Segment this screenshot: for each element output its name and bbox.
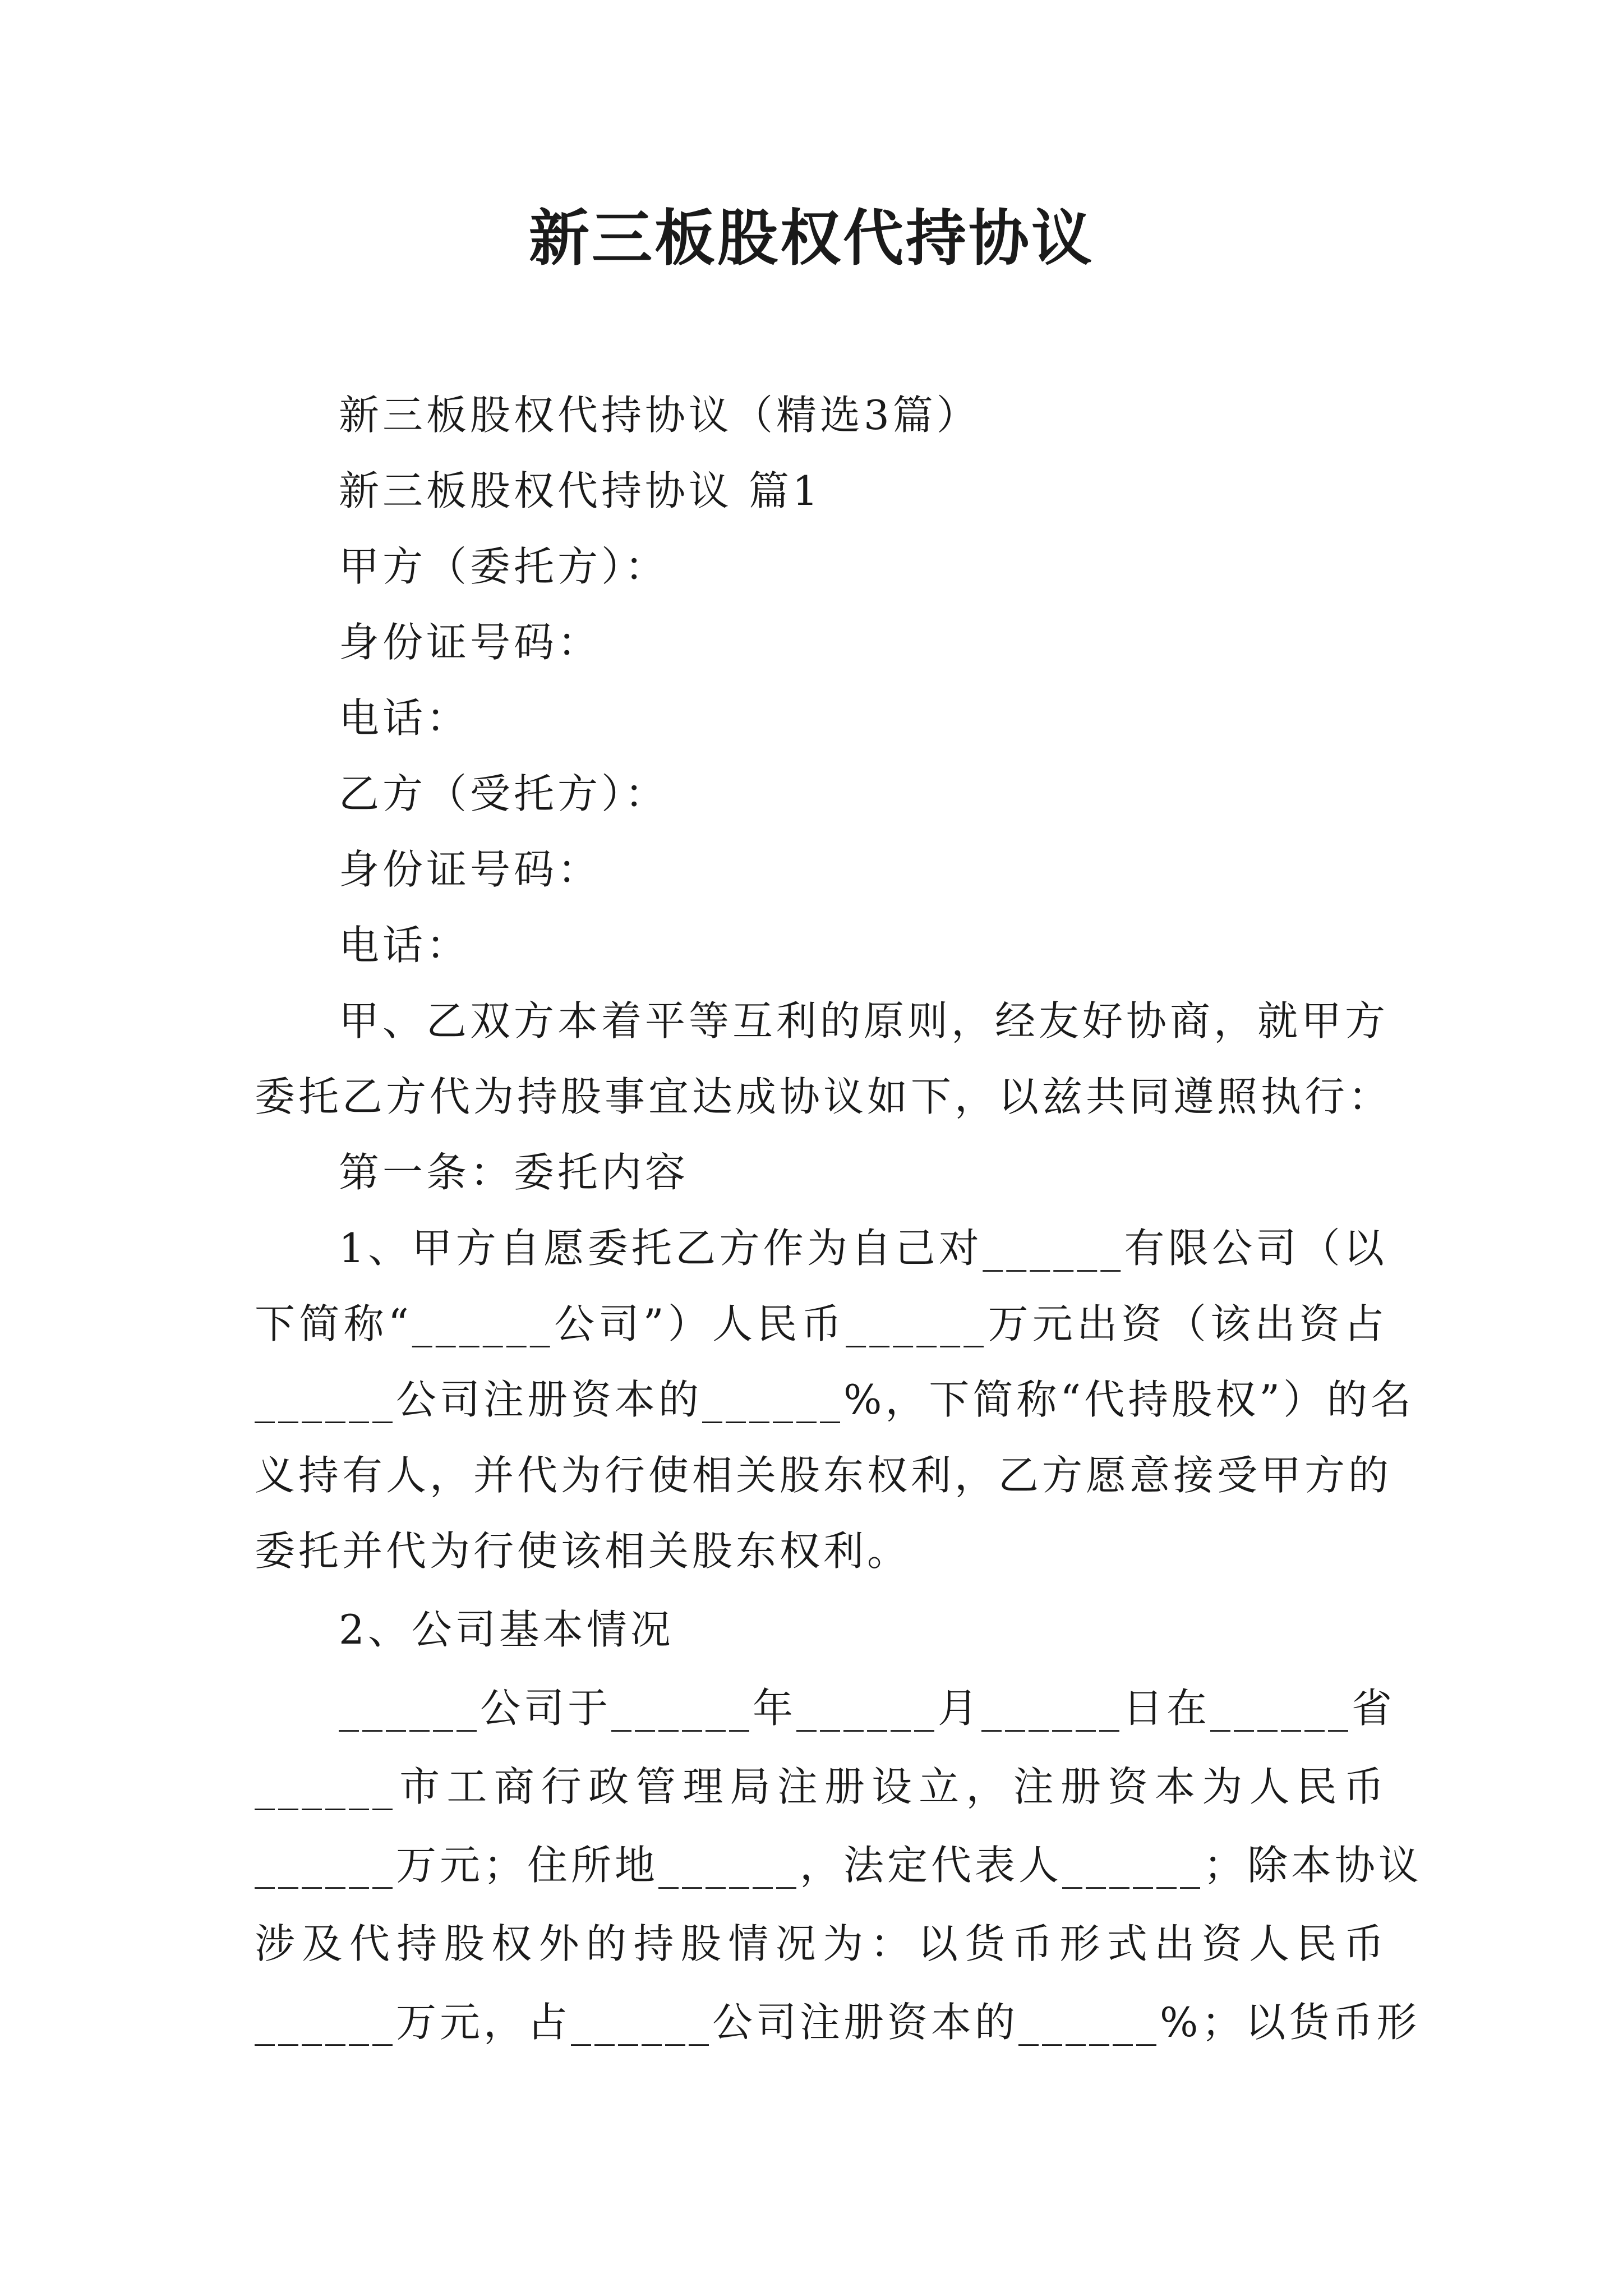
paragraph-line: ______公司注册资本的______%，下简称“代持股权”）的名 (255, 1376, 1415, 1423)
paragraph-line: 下简称“______公司”）人民币______万元出资（该出资占 (255, 1300, 1387, 1347)
section-heading: 新三板股权代持协议 篇1 (339, 467, 822, 514)
paragraph-line: 委托乙方代为持股事宜达成协议如下，以兹共同遵照执行： (255, 1073, 1393, 1120)
paragraph-line: ______万元，占______公司注册资本的______%；以货币形 (255, 1999, 1421, 2046)
subsection-heading: 2、公司基本情况 (339, 1606, 674, 1653)
party-b-phone-label: 电话： (339, 922, 471, 969)
party-b-label: 乙方（受托方）： (339, 770, 669, 817)
party-a-label: 甲方（委托方）： (339, 543, 669, 590)
paragraph-line: 义持有人，并代为行使相关股东权利，乙方愿意接受甲方的 (255, 1452, 1393, 1499)
paragraph-line: ______万元；住所地______，法定代表人______；除本协议 (255, 1842, 1423, 1889)
paragraph-line: ______市工商行政管理局注册设立，注册资本为人民币 (255, 1763, 1387, 1810)
paragraph-line: 甲、乙双方本着平等互利的原则，经友好协商，就甲方 (339, 997, 1389, 1045)
document-title: 新三板股权代持协议 (528, 203, 1094, 274)
paragraph-line: 涉及代持股权外的持股情况为：以货币形式出资人民币 (255, 1920, 1387, 1967)
party-a-phone-label: 电话： (339, 694, 471, 742)
party-b-id-label: 身份证号码： (339, 846, 602, 893)
article-heading: 第一条：委托内容 (339, 1149, 689, 1196)
party-a-id-label: 身份证号码： (339, 619, 602, 666)
paragraph-line: 1、甲方自愿委托乙方作为自己对______有限公司（以 (339, 1225, 1387, 1272)
paragraph-line: 委托并代为行使该相关股东权利。 (255, 1527, 911, 1575)
paragraph-line: ______公司于______年______月______日在______省 (339, 1685, 1396, 1732)
subtitle-line: 新三板股权代持协议（精选3篇） (339, 392, 980, 439)
